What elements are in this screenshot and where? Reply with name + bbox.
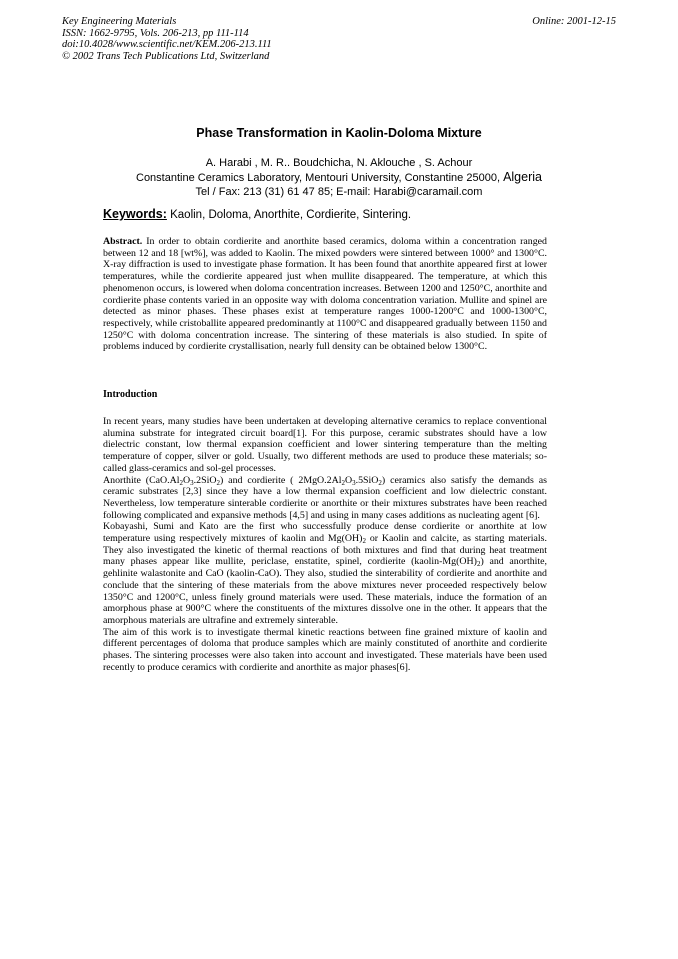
keywords-line (103, 207, 411, 221)
section-heading-introduction: Introduction (103, 389, 158, 400)
intro-paragraph-2 (103, 475, 547, 522)
affiliation-country: Algeria (503, 170, 542, 184)
abstract-text: In order to obtain cordierite and anorthite based ceramics, doloma within a concentration ranged between 12 and 18 [wt%], was added to Kaolin. The mixed powders were sintered between 1000° and 1300°C. X-ray diffraction is used to investigate phase formation. It has been found that anorthite appeared first at lower temperatures, while the cordierite appeared just when mullite disappeared. The temperature, at which this phenomenon occurs, is lowered when doloma concentration increases. Between 1200 and 1250°C, anorthite and cordierite phase contents varied in an opposite way with doloma concentration variation. Mullite and spinel are detected as minor phases. These phases exist at temperature ranges 1000-1200°C and 1000-1300°C, respectively, while cristoballite appeared predominantly at 1100°C and disappeared gradually between 1150 and 1250°C with doloma concentration increase. The sintering of these materials is also studied. In spite of problems induced by cordierite crystallisation, nearly full density can be obtained below 1300°C. (103, 236, 547, 353)
author-names: A. Harabi , M. R.. Boudchicha, N. Aklouche , S. Achour (205, 157, 473, 169)
subscript: 2 (216, 478, 220, 487)
keywords-label: Keywords: (103, 207, 167, 221)
subscript: 3 (190, 478, 194, 487)
author-affiliation (0, 170, 678, 185)
intro-p3-text: or Kaolin and calcite, as starting materials. They also investigated the kinetic of thermal reactions of both mixtures and find that during heat treatment many phases appear like mullite, periclase, enstatite, spinel, cordierite (kaolin-Mg(OH) (103, 533, 547, 568)
keywords-text: Kaolin, Doloma, Anorthite, Cordierite, Sintering. (166, 209, 412, 221)
intro-paragraph-3 (103, 521, 547, 626)
journal-header (62, 16, 272, 62)
abstract-label: Abstract. (103, 236, 143, 247)
intro-p2-text: ) ceramics also satisfy the demands as ceramic substrates [2,3] since they have a low thermal expansion coefficient and low dielectric constant. Nevertheless, low temperature sinterable cordierite or anorthite or their mixtures substrates have been reached following complicated and expansive methods [4,5] and using in many cases additions as nucleating agent [6]. (103, 474, 547, 521)
journal-issn: ISSN: 1662-9795, Vols. 206-213, pp 111-114 (62, 27, 249, 39)
subscript: 3 (352, 478, 356, 487)
abstract (103, 236, 547, 353)
intro-p2-text: ) and cordierite ( 2MgO.2Al (219, 474, 342, 486)
intro-p3-text: ) and anorthite, gehlinite walastonite and CaO (kaolin-CaO). They also, studied the sinterability of cordierite and anorthite and conclude that the sintering of these materials from the above mixtures never proceeded respectively below 1350°C and 1200°C, unless finely ground materials were used. These materials, induce the formation of an amorphous phase at 900°C where the constituents of the mixtures dissolve one in the other. It appears that the amorphous materials are ultrafine and extremely sinterable. (103, 556, 547, 626)
introduction-body (103, 416, 547, 673)
intro-p2-text: .5SiO (355, 474, 379, 486)
affiliation-text: Constantine Ceramics Laboratory, Mentouri University, Constantine 25000, (136, 172, 504, 184)
author-contact: Tel / Fax: 213 (31) 61 47 85; E-mail: Harabi@caramail.com (195, 186, 483, 198)
intro-p2-text: O (183, 474, 191, 486)
intro-p3-text: Kobayashi, Sumi and Kato are the first who successfully produce dense cordierite or anorthite at low temperature using respectively mixtures of kaolin and Mg(OH) (103, 521, 547, 545)
journal-copyright: © 2002 Trans Tech Publications Ltd, Switzerland (62, 50, 270, 62)
intro-paragraph-4: The aim of this work is to investigate thermal kinetic reactions between fine grained mixture of kaolin and different percentages of doloma that produce samples which are mainly constituted of anorthite and cordierite phases. The sintering processes were also taken into account and investigated. These materials have been used recently to produce ceramics with cordierite and anorthite as major phases[6]. (103, 626, 547, 673)
subscript: 2 (179, 478, 184, 487)
journal-doi: doi:10.4028/www.scientific.net/KEM.206-213.111 (62, 39, 272, 50)
subscript: 2 (476, 560, 481, 569)
intro-p2-text: .2SiO (193, 474, 217, 486)
intro-p2-text: Anorthite (CaO.Al (103, 474, 180, 486)
paper-title: Phase Transformation in Kaolin-Doloma Mixture (196, 126, 482, 140)
online-date: Online: 2001-12-15 (532, 16, 616, 27)
intro-p2-text: O (344, 474, 353, 486)
intro-paragraph-1: In recent years, many studies have been undertaken at developing alternative ceramics to replace conventional alumina substrate for integrated circuit board[1]. For this purpose, ceramic substrates should have a low dielectric constant, low thermal expansion coefficient and lower sintering temperature than the melting temperature of copper, silver or gold. Usually, two different methods are used to produce these materials; so-called glass-ceramics and sol-gel processes. (103, 416, 547, 474)
author-block (0, 156, 678, 199)
journal-name: Key Engineering Materials (62, 16, 177, 27)
subscript: 2 (362, 537, 366, 546)
subscript: 2 (378, 478, 382, 487)
subscript: 2 (341, 478, 345, 487)
